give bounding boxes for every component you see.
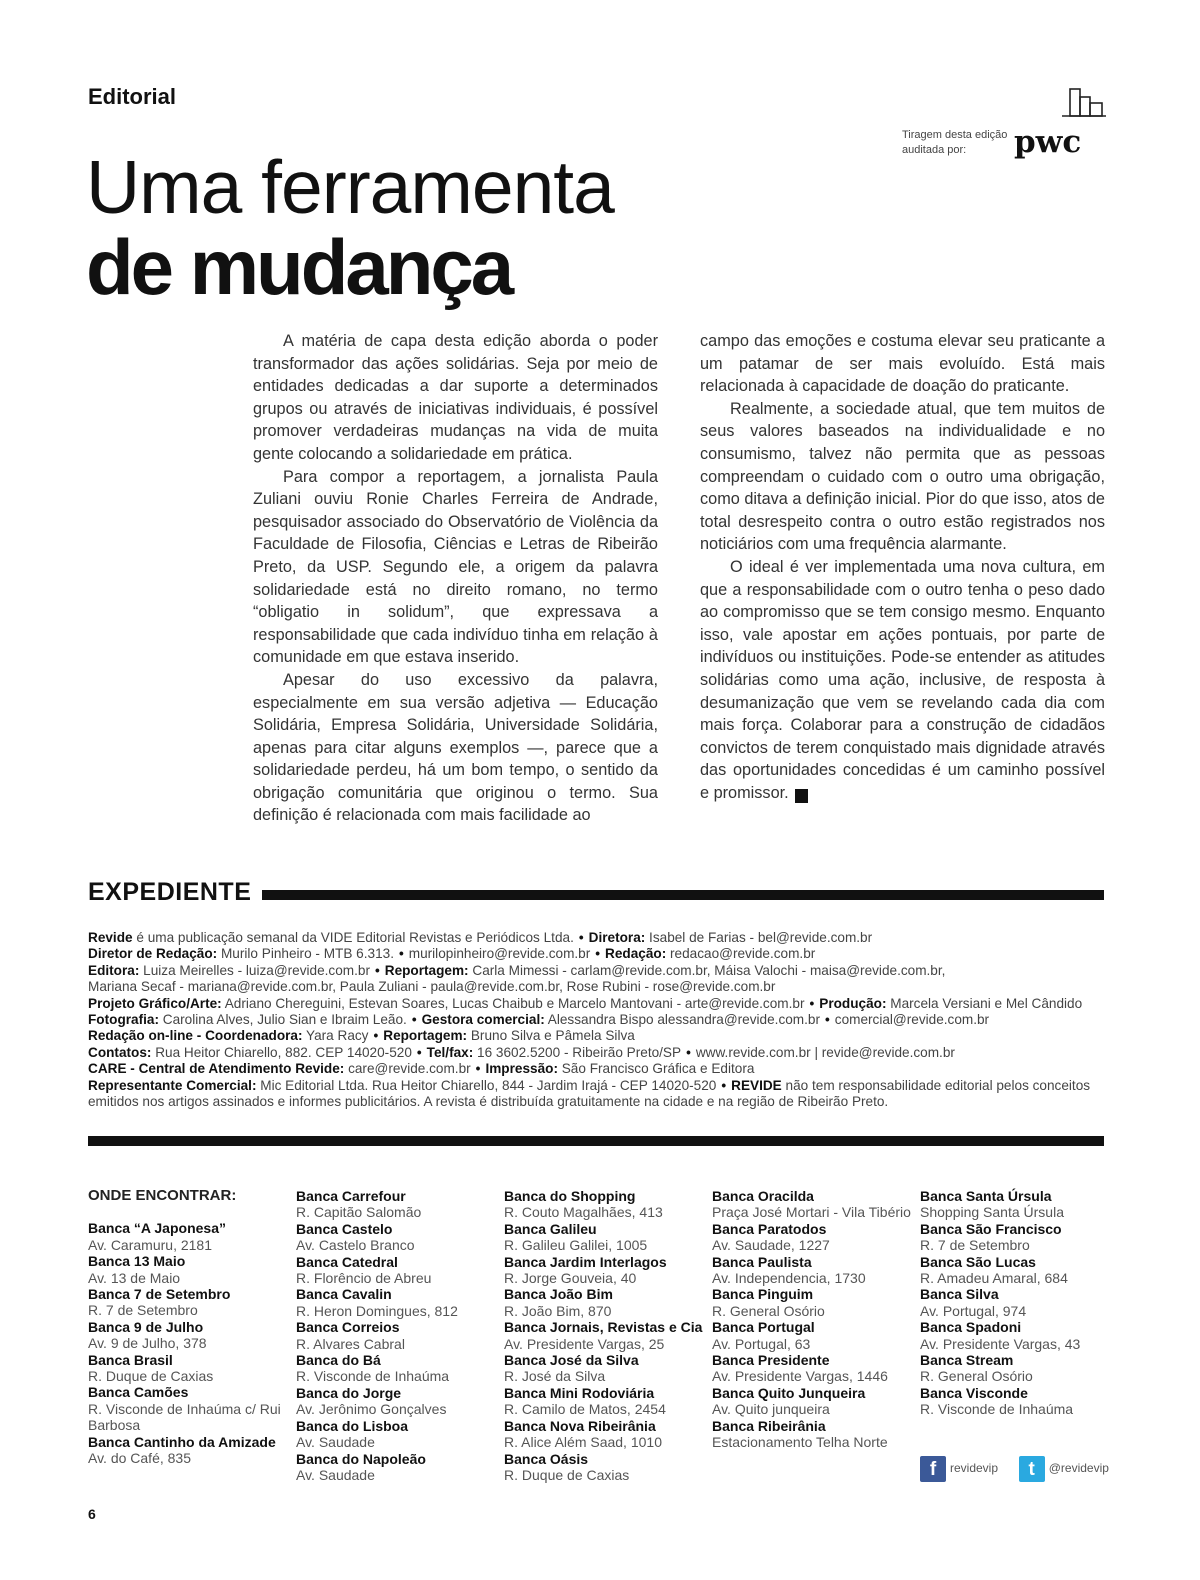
stand-address: Av. Quito junqueira	[712, 1401, 830, 1418]
stand-address: Av. Jerônimo Gonçalves	[296, 1401, 447, 1418]
expediente-title: EXPEDIENTE	[88, 878, 252, 906]
stand-name: Banca do Bá	[296, 1352, 381, 1369]
credits-block	[88, 930, 1108, 1110]
onde-encontrar-title: ONDE ENCONTRAR:	[88, 1187, 237, 1204]
stand-item	[504, 1286, 709, 1319]
credits-line: Contatos: Rua Heitor Chiarello, 882. CEP 14020-520 • Tel/fax: 16 3602.5200 - Ribeirão Preto/SP • www.revide.com.br | revide@revide.com.br	[88, 1044, 955, 1060]
section-label: Editorial	[88, 84, 177, 109]
stand-address: Av. Saudade	[296, 1434, 375, 1451]
stand-item	[920, 1254, 1125, 1287]
stand-name: Banca Cantinho da Amizade	[88, 1433, 276, 1450]
stand-item	[88, 1434, 293, 1467]
stand-name: Banca Catedral	[296, 1253, 398, 1270]
stand-address: R. Amadeu Amaral, 684	[920, 1270, 1068, 1287]
credits-line: Mariana Secaf - mariana@revide.com.br, Paula Zuliani - paula@revide.com.br, Rose Rubini - rose@revide.com.br	[88, 979, 776, 995]
stand-address: Estacionamento Telha Norte	[712, 1434, 888, 1451]
stand-item	[88, 1319, 293, 1352]
credits-line: Projeto Gráfico/Arte: Adriano Chereguini, Estevan Soares, Lucas Chaibub e Marcelo Mantovani - arte@revide.com.br • Produção: Marcela Versiani e Mel Cândido	[88, 995, 1083, 1011]
stand-name: Banca Spadoni	[920, 1319, 1022, 1336]
stand-item	[296, 1385, 501, 1418]
stand-address: Shopping Santa Úrsula	[920, 1204, 1064, 1221]
stand-item	[712, 1385, 917, 1418]
stand-address: R. Duque de Caxias	[504, 1466, 630, 1483]
stand-address: R. Alice Além Saad, 1010	[504, 1434, 662, 1451]
facebook-handle[interactable]: revidevip	[950, 1461, 999, 1476]
stand-name: Banca 13 Maio	[88, 1253, 186, 1270]
stand-item	[504, 1418, 709, 1451]
stand-item	[504, 1385, 709, 1418]
stand-address: R. Galileu Galilei, 1005	[504, 1237, 648, 1254]
stand-name: Banca Carrefour	[296, 1188, 406, 1204]
stand-name: Banca Presidente	[712, 1352, 830, 1369]
article-column-right	[700, 330, 1105, 804]
credits-line: Diretor de Redação: Murilo Pinheiro - MTB 6.313. • murilopinheiro@revide.com.br • Redação: redacao@revide.com.br	[88, 946, 816, 962]
stand-item	[296, 1221, 501, 1254]
credits-line: Representante Comercial: Mic Editorial Ltda. Rua Heitor Chiarello, 844 - Jardim Irajá - CEP 14020-520 • REVIDE não tem responsabilidade editorial pelos conceitos emitidos nos artigos assinados e informes publicitários. A revista é distribuída gratuitamente na cidade e na região de Ribeirão Preto.	[88, 1077, 1091, 1110]
stand-item	[712, 1188, 917, 1221]
pwc-mark-icon	[1062, 88, 1106, 118]
stands-column-5	[920, 1188, 1125, 1418]
paragraph: campo das emoções e costuma elevar seu praticante a um patamar de ser mais evoluído. Está mais relacionada à capacidade de doação do praticante.	[700, 332, 1105, 396]
paragraph: Realmente, a sociedade atual, que tem muitos de seus valores baseados na individualidade e no consumismo, talvez não permita que as pessoas compreendam o cuidado com o outro uma obrigação, como ditava a definição inicial. Pior do que isso, atos de total desrespeito contra o outro estão registrados nos noticiários com uma frequência alarmante.	[700, 399, 1105, 554]
stand-address: R. Couto Magalhães, 413	[504, 1204, 663, 1221]
stand-name: Banca Oásis	[504, 1450, 589, 1467]
stand-name: Banca Mini Rodoviária	[504, 1384, 655, 1401]
stand-item	[296, 1286, 501, 1319]
stand-address: Av. 9 de Julho, 378	[88, 1335, 207, 1352]
stand-name: Banca João Bim	[504, 1286, 613, 1303]
stand-name: Banca Portugal	[712, 1319, 815, 1336]
stand-item	[920, 1188, 1125, 1221]
stand-address: R. Visconde de Inhaúma c/ Rui Barbosa	[88, 1400, 281, 1434]
stand-item	[88, 1220, 293, 1253]
stand-item	[88, 1286, 293, 1319]
stand-address: R. João Bim, 870	[504, 1302, 612, 1319]
stand-name: Banca Visconde	[920, 1384, 1028, 1401]
stand-name: Banca 7 de Setembro	[88, 1286, 231, 1303]
credits-line: Redação on-line - Coordenadora: Yara Racy • Reportagem: Bruno Silva e Pâmela Silva	[88, 1028, 635, 1044]
stand-name: Banca Cavalin	[296, 1286, 392, 1303]
stand-item	[920, 1385, 1125, 1418]
stand-address: R. 7 de Setembro	[88, 1302, 198, 1319]
stand-item	[504, 1254, 709, 1287]
stand-address: R. Jorge Gouveia, 40	[504, 1270, 637, 1287]
page-number: 6	[88, 1506, 96, 1522]
stand-address: Av. Saudade, 1227	[712, 1237, 830, 1254]
stand-item	[88, 1253, 293, 1286]
credits-line: Fotografia: Carolina Alves, Julio Sian e Ibraim Leão. • Gestora comercial: Alessandra Bispo alessandra@revide.com.br • comercial@revide.com.br	[88, 1012, 990, 1028]
stand-name: Banca Galileu	[504, 1220, 597, 1237]
stand-name: Banca do Shopping	[504, 1188, 636, 1204]
stand-address: R. General Osório	[920, 1368, 1033, 1385]
stand-address: R. Visconde de Inhaúma	[296, 1368, 450, 1385]
credits-line: Editora: Luiza Meirelles - luiza@revide.com.br • Reportagem: Carla Mimessi - carlam@revide.com.br, Máisa Valochi - maisa@revide.com.br,	[88, 962, 946, 978]
stand-name: Banca Quito Junqueira	[712, 1384, 866, 1401]
stand-name: Banca Castelo	[296, 1220, 393, 1237]
stand-name: Banca Jornais, Revistas e Cia	[504, 1319, 703, 1336]
stands-column-4	[712, 1188, 917, 1451]
stand-item	[504, 1221, 709, 1254]
stand-item	[296, 1254, 501, 1287]
stand-address: R. 7 de Setembro	[920, 1237, 1030, 1254]
stand-name: Banca Paratodos	[712, 1220, 827, 1237]
stand-name: Banca Pinguim	[712, 1286, 814, 1303]
stand-item	[504, 1188, 709, 1221]
stand-address: Av. Presidente Vargas, 25	[504, 1335, 665, 1352]
stand-address: R. José da Silva	[504, 1368, 606, 1385]
stand-name: Banca Correios	[296, 1319, 400, 1336]
audit-note: Tiragem desta edição auditada por:	[902, 129, 1008, 156]
stand-item	[504, 1352, 709, 1385]
stand-address: Av. do Café, 835	[88, 1450, 191, 1467]
stand-address: Av. Independencia, 1730	[712, 1270, 866, 1287]
stand-item	[296, 1319, 501, 1352]
headline-line-2: de mudança	[86, 223, 512, 311]
stand-name: Banca Camões	[88, 1384, 189, 1401]
section-divider	[88, 1136, 1104, 1146]
stand-name: Banca Nova Ribeirânia	[504, 1417, 656, 1434]
stand-item	[296, 1418, 501, 1451]
facebook-icon[interactable]: f	[920, 1456, 946, 1482]
stand-address: R. Camilo de Matos, 2454	[504, 1401, 666, 1418]
stand-address: Av. 13 de Maio	[88, 1269, 181, 1286]
stand-name: Banca do Lisboa	[296, 1417, 409, 1434]
paragraph: Apesar do uso excessivo da palavra, especialmente em sua versão adjetiva — Educação Solidária, Empresa Solidária, Universidade Solidária, apenas para citar alguns exemplos —, parece que a solidariedade perdeu, há um bom tempo, o sentido da obrigação comunitária que originou o termo. Sua definição é relacionada com mais facilidade ao	[253, 670, 658, 825]
headline-line-1: Uma ferramenta	[86, 145, 614, 229]
stand-name: Banca 9 de Julho	[88, 1318, 204, 1335]
stand-item	[712, 1319, 917, 1352]
stand-item	[712, 1352, 917, 1385]
stand-name: Banca São Francisco	[920, 1220, 1062, 1237]
stand-address: R. Visconde de Inhaúma	[920, 1401, 1074, 1418]
stand-item	[296, 1451, 501, 1484]
stand-address: Av. Portugal, 63	[712, 1335, 811, 1352]
stand-name: Banca Ribeirânia	[712, 1417, 826, 1434]
end-mark-icon: r	[795, 789, 808, 803]
stand-address: Av. Saudade	[296, 1466, 375, 1483]
expediente-rule	[262, 890, 1104, 900]
stand-item	[504, 1319, 709, 1352]
stand-item	[920, 1221, 1125, 1254]
stand-address: R. Florêncio de Abreu	[296, 1270, 432, 1287]
stand-name: Banca do Jorge	[296, 1384, 402, 1401]
stand-name: Banca Stream	[920, 1352, 1014, 1369]
stand-name: Banca Brasil	[88, 1351, 173, 1368]
stand-name: Banca “A Japonesa”	[88, 1220, 226, 1237]
stand-item	[504, 1451, 709, 1484]
social-links	[920, 1456, 1109, 1482]
stand-address: Av. Portugal, 974	[920, 1302, 1027, 1319]
stand-name: Banca Oracilda	[712, 1188, 814, 1204]
article-column-left	[253, 330, 658, 827]
stand-item	[712, 1254, 917, 1287]
stand-item	[296, 1188, 501, 1221]
stand-item	[920, 1352, 1125, 1385]
stands-column-3	[504, 1188, 709, 1483]
stand-name: Banca Paulista	[712, 1253, 812, 1270]
twitter-handle[interactable]: @revidevip	[1048, 1461, 1109, 1476]
stand-item	[920, 1286, 1125, 1319]
stand-item	[296, 1352, 501, 1385]
stands-column-1	[88, 1188, 293, 1467]
pwc-logo: pwc	[1014, 124, 1082, 160]
stand-address: Av. Caramuru, 2181	[88, 1236, 212, 1253]
stand-item	[712, 1418, 917, 1451]
stand-name: Banca Silva	[920, 1286, 999, 1303]
paragraph-text: O ideal é ver implementada uma nova cultura, em que a responsabilidade com o outro tenha o peso dado ao compromisso que se tem consigo mesmo. Enquanto isso, vale apostar em ações pontuais, por parte de indivíduos ou instituições. Pode-se entender as atitudes solidárias como uma ação, inclusive, de resposta à desumanização que vem se revelando cada dia com mais força. Colaborar para a construção de cidadãos convictos de terem conquistado mais dignidade através das oportunidades concedidas é um caminho possível e promissor.	[700, 557, 1105, 802]
stand-item	[88, 1384, 293, 1433]
stand-name: Banca Jardim Interlagos	[504, 1253, 667, 1270]
stand-item	[712, 1221, 917, 1254]
stand-address: R. Heron Domingues, 812	[296, 1302, 458, 1319]
stand-name: Banca São Lucas	[920, 1253, 1036, 1270]
stand-address: Praça José Mortari - Vila Tibério	[712, 1204, 911, 1221]
stand-item	[88, 1352, 293, 1385]
stand-item	[712, 1286, 917, 1319]
paragraph: A matéria de capa desta edição aborda o poder transformador das ações solidárias. Seja por meio de entidades dedicadas a dar suporte a determinados grupos ou através de iniciativas individuais, é possível promover verdadeiras mudanças na vida de muita gente colocando a solidariedade em prática.	[253, 332, 658, 463]
stand-item	[920, 1319, 1125, 1352]
paragraph: Para compor a reportagem, a jornalista Paula Zuliani ouviu Ronie Charles Ferreira de Andrade, pesquisador associado do Observatório de Violência da Faculdade de Filosofia, Ciências e Letras de Ribeirão Preto, da USP. Segundo ele, a origem da palavra solidariedade está no direito romano, no termo “obligatio in solidum”, que expressava a responsabilidade que cada indivíduo tinha em relação à comunidade em que estava inserido.	[253, 467, 658, 667]
stand-address: Av. Presidente Vargas, 43	[920, 1335, 1081, 1352]
stand-address: R. Capitão Salomão	[296, 1204, 422, 1221]
stand-name: Banca do Napoleão	[296, 1450, 426, 1467]
stand-address: R. Duque de Caxias	[88, 1368, 214, 1385]
stand-address: Av. Castelo Branco	[296, 1237, 415, 1254]
stand-address: Av. Presidente Vargas, 1446	[712, 1368, 888, 1385]
credits-line: CARE - Central de Atendimento Revide: care@revide.com.br • Impressão: São Francisco Gráfica e Editora	[88, 1061, 755, 1077]
stand-name: Banca Santa Úrsula	[920, 1188, 1052, 1204]
stands-column-2	[296, 1188, 501, 1483]
stand-address: R. Alvares Cabral	[296, 1335, 405, 1352]
stand-address: R. General Osório	[712, 1302, 825, 1319]
paragraph	[700, 556, 1105, 805]
credits-line: Revide é uma publicação semanal da VIDE Editorial Revistas e Periódicos Ltda. • Diretora: Isabel de Farias - bel@revide.com.br	[88, 930, 873, 945]
stand-name: Banca José da Silva	[504, 1352, 639, 1369]
twitter-icon[interactable]: t	[1019, 1456, 1045, 1482]
